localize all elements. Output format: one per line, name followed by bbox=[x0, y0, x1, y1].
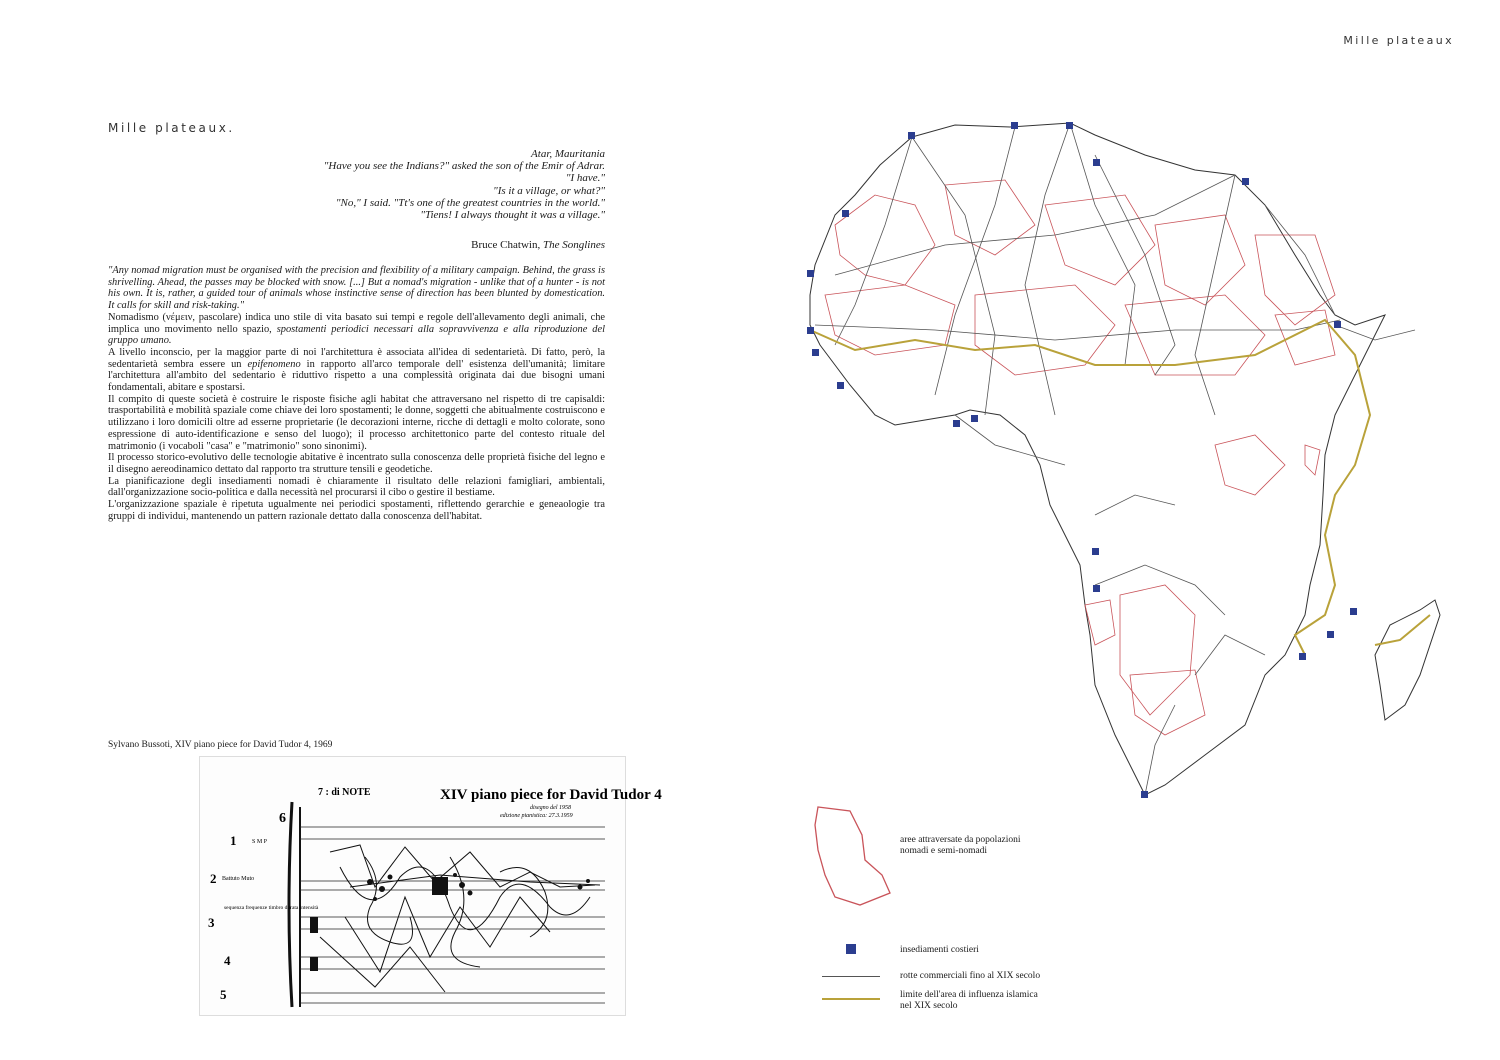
staff-number: 3 bbox=[208, 915, 215, 930]
attribution-author: Bruce Chatwin, bbox=[471, 239, 543, 251]
paragraph-emphasis: epifenomeno bbox=[247, 358, 301, 370]
paragraph-emphasis: spostamenti periodici necessari alla sopravvivenza e alla riproduzione del gruppo umano. bbox=[108, 323, 605, 347]
coastal-settlements bbox=[807, 122, 1357, 798]
settlement-marker bbox=[1093, 159, 1100, 166]
score-measure: 6 bbox=[279, 811, 286, 826]
legend-islamic-limit-swatch bbox=[822, 998, 880, 1000]
settlement-marker bbox=[807, 270, 814, 277]
epigraph-attribution bbox=[350, 239, 605, 251]
staff-label: sequenza frequenze timbro durata intensità bbox=[224, 905, 319, 911]
paragraph: Il processo storico-evolutivo delle tecnologie abitative è incentrato sulla conoscenza delle proprietà fisiche del legno e il disegno aereodinamico dettato dal rapporto tra strutture tensili e geodetiche. bbox=[108, 452, 605, 475]
nomad-quote: "Any nomad migration must be organised with the precision and flexibility of a military campaign. Behind, the grass is shrivelling. Ahead, the passes may be blocked with snow. [...] But a nomad's migration - unlike that of a hunter - is not his own. It is, rather, a guided tour of animals whose instinctive sense of direction has been blunted by domestication. It calls for skill and risk-taking." bbox=[108, 265, 605, 312]
legend-label: nomadi e semi-nomadi bbox=[900, 845, 988, 856]
settlement-marker bbox=[971, 415, 978, 422]
settlement-marker bbox=[908, 132, 915, 139]
epigraph-line: "No," I said. "Tt's one of the greatest countries in the world." bbox=[335, 196, 605, 209]
settlement-marker bbox=[1242, 178, 1249, 185]
staff-label: S M P bbox=[252, 839, 268, 845]
settlement-marker bbox=[1011, 122, 1018, 129]
staff-label: Battuto Muto bbox=[222, 876, 255, 882]
islamic-influence-limit-madagascar bbox=[1375, 615, 1430, 645]
paragraph: Il compito di queste società è costruire le risposte fisiche agli habitat che attraversano nel rispetto di tre capisaldi: trasportabilità e mobilità spaziale come chiave dei loro spostamenti; le donne, soggetti che abitualmente costruiscono e utilizzano i loro domicili oltre ad esserne proprietarie (le decorazioni interne, ricche di dettagli e molto colorate, sono espressione di auto-identificazione e senso del luogo); il processo architettonico parte del contesto rituale del matrimonio (i vocaboli "casa" e "matrimonio" sono sinonimi). bbox=[108, 393, 605, 452]
staff-number: 5 bbox=[220, 987, 227, 1002]
score-scribble bbox=[320, 845, 600, 992]
legend-label: aree attraversate da popolazioni bbox=[900, 835, 1021, 845]
epigraph-line: "Tiens! I always thought it was a village." bbox=[420, 209, 605, 222]
score-clusters bbox=[310, 873, 590, 971]
score-date: disegno del 1958 bbox=[530, 805, 571, 811]
epigraph-line: Atar, Mauritania bbox=[531, 148, 605, 160]
score-tempo: 7 : di NOTE bbox=[318, 787, 371, 798]
settlement-marker bbox=[812, 349, 819, 356]
paragraph-text: A livello inconscio, per la maggior parte di noi l'architettura è associata all'idea di sedentarietà. Di fatto, però, la sedentarietà sembra essere un bbox=[108, 346, 605, 370]
legend-nomadic-areas bbox=[900, 835, 1021, 856]
islamic-influence-limit bbox=[810, 320, 1370, 655]
score-title: XIV piano piece for David Tudor 4 bbox=[440, 787, 662, 803]
settlement-marker bbox=[1327, 631, 1334, 638]
africa-coastline bbox=[810, 123, 1385, 795]
section-title: Mille plateaux. bbox=[108, 121, 235, 135]
running-head: Mille plateaux bbox=[1343, 34, 1454, 47]
score-date: edizione pianistica: 27.3.1959 bbox=[500, 813, 573, 819]
settlement-marker bbox=[1334, 321, 1341, 328]
epigraph-line: "Have you see the Indians?" asked the son of the Emir of Adrar. bbox=[323, 160, 605, 173]
settlement-marker bbox=[1093, 585, 1100, 592]
settlement-marker bbox=[1066, 122, 1073, 129]
settlement-marker bbox=[837, 382, 844, 389]
music-score-image bbox=[199, 756, 662, 1016]
legend-area-swatch bbox=[810, 805, 900, 915]
staff-number: 4 bbox=[224, 953, 231, 968]
settlement-marker bbox=[953, 420, 960, 427]
epigraph-line: "I have." bbox=[565, 172, 605, 185]
score-drawing bbox=[200, 757, 662, 1015]
epigraph bbox=[250, 148, 605, 221]
paragraph bbox=[108, 347, 605, 394]
madagascar-coastline bbox=[1375, 600, 1440, 720]
settlement-marker bbox=[807, 327, 814, 334]
paragraph bbox=[108, 312, 605, 347]
africa-map bbox=[795, 115, 1455, 815]
legend-coastal-settlements: insediamenti costieri bbox=[900, 945, 979, 955]
legend-label: limite dell'area di influenza islamica bbox=[900, 990, 1038, 1000]
legend-trade-route-swatch bbox=[822, 976, 880, 977]
legend-islamic-limit bbox=[900, 990, 1038, 1011]
attribution-book: The Songlines bbox=[542, 239, 605, 251]
paragraph-text: Nomadismo (νέμειν, pascolare) indica uno stile di vita basato sui tempi e regole dell'allevamento degli animali, che implica uno movimento nello spazio, bbox=[108, 311, 605, 335]
figure-caption: Sylvano Bussoti, XIV piano piece for David Tudor 4, 1969 bbox=[108, 740, 333, 750]
settlement-marker bbox=[1299, 653, 1306, 660]
settlement-marker bbox=[842, 210, 849, 217]
paragraph-text: in rapporto all'arco temporale dell' esistenza dell'umanità; limitare l'architettura all'ambito del sedentario è riduttivo rispetto a una complessità originata dai due bisogni umani fondamentali, abitare e spostarsi. bbox=[108, 358, 605, 394]
settlement-marker bbox=[1092, 548, 1099, 555]
settlement-marker bbox=[1141, 791, 1148, 798]
staff-number: 2 bbox=[210, 871, 217, 886]
epigraph-line: "Is it a village, or what?" bbox=[493, 184, 605, 197]
paragraph: La pianificazione degli insediamenti nomadi è chiaramente il risultato delle relazioni famigliari, ambientali, dall'organizzazione socio-politica e dalla necessità nel procurarsi il cibo o gestire il bestiame. bbox=[108, 475, 605, 499]
staff-number: 1 bbox=[230, 833, 237, 848]
score-staves bbox=[300, 827, 605, 1003]
legend-trade-routes: rotte commerciali fino al XIX secolo bbox=[900, 971, 1041, 981]
paragraph: L'organizzazione spaziale è ripetuta ugualmente nei periodici spostamenti, riflettendo gerarchie e geneaologie tra gruppi di individui, mantenendo un pattern razionale dettato dalla conoscenza dell'habitat. bbox=[108, 499, 605, 522]
settlement-marker bbox=[1350, 608, 1357, 615]
legend-settlement-swatch bbox=[846, 944, 856, 954]
legend-label: nel XIX secolo bbox=[900, 1000, 958, 1011]
body-text bbox=[108, 265, 605, 522]
